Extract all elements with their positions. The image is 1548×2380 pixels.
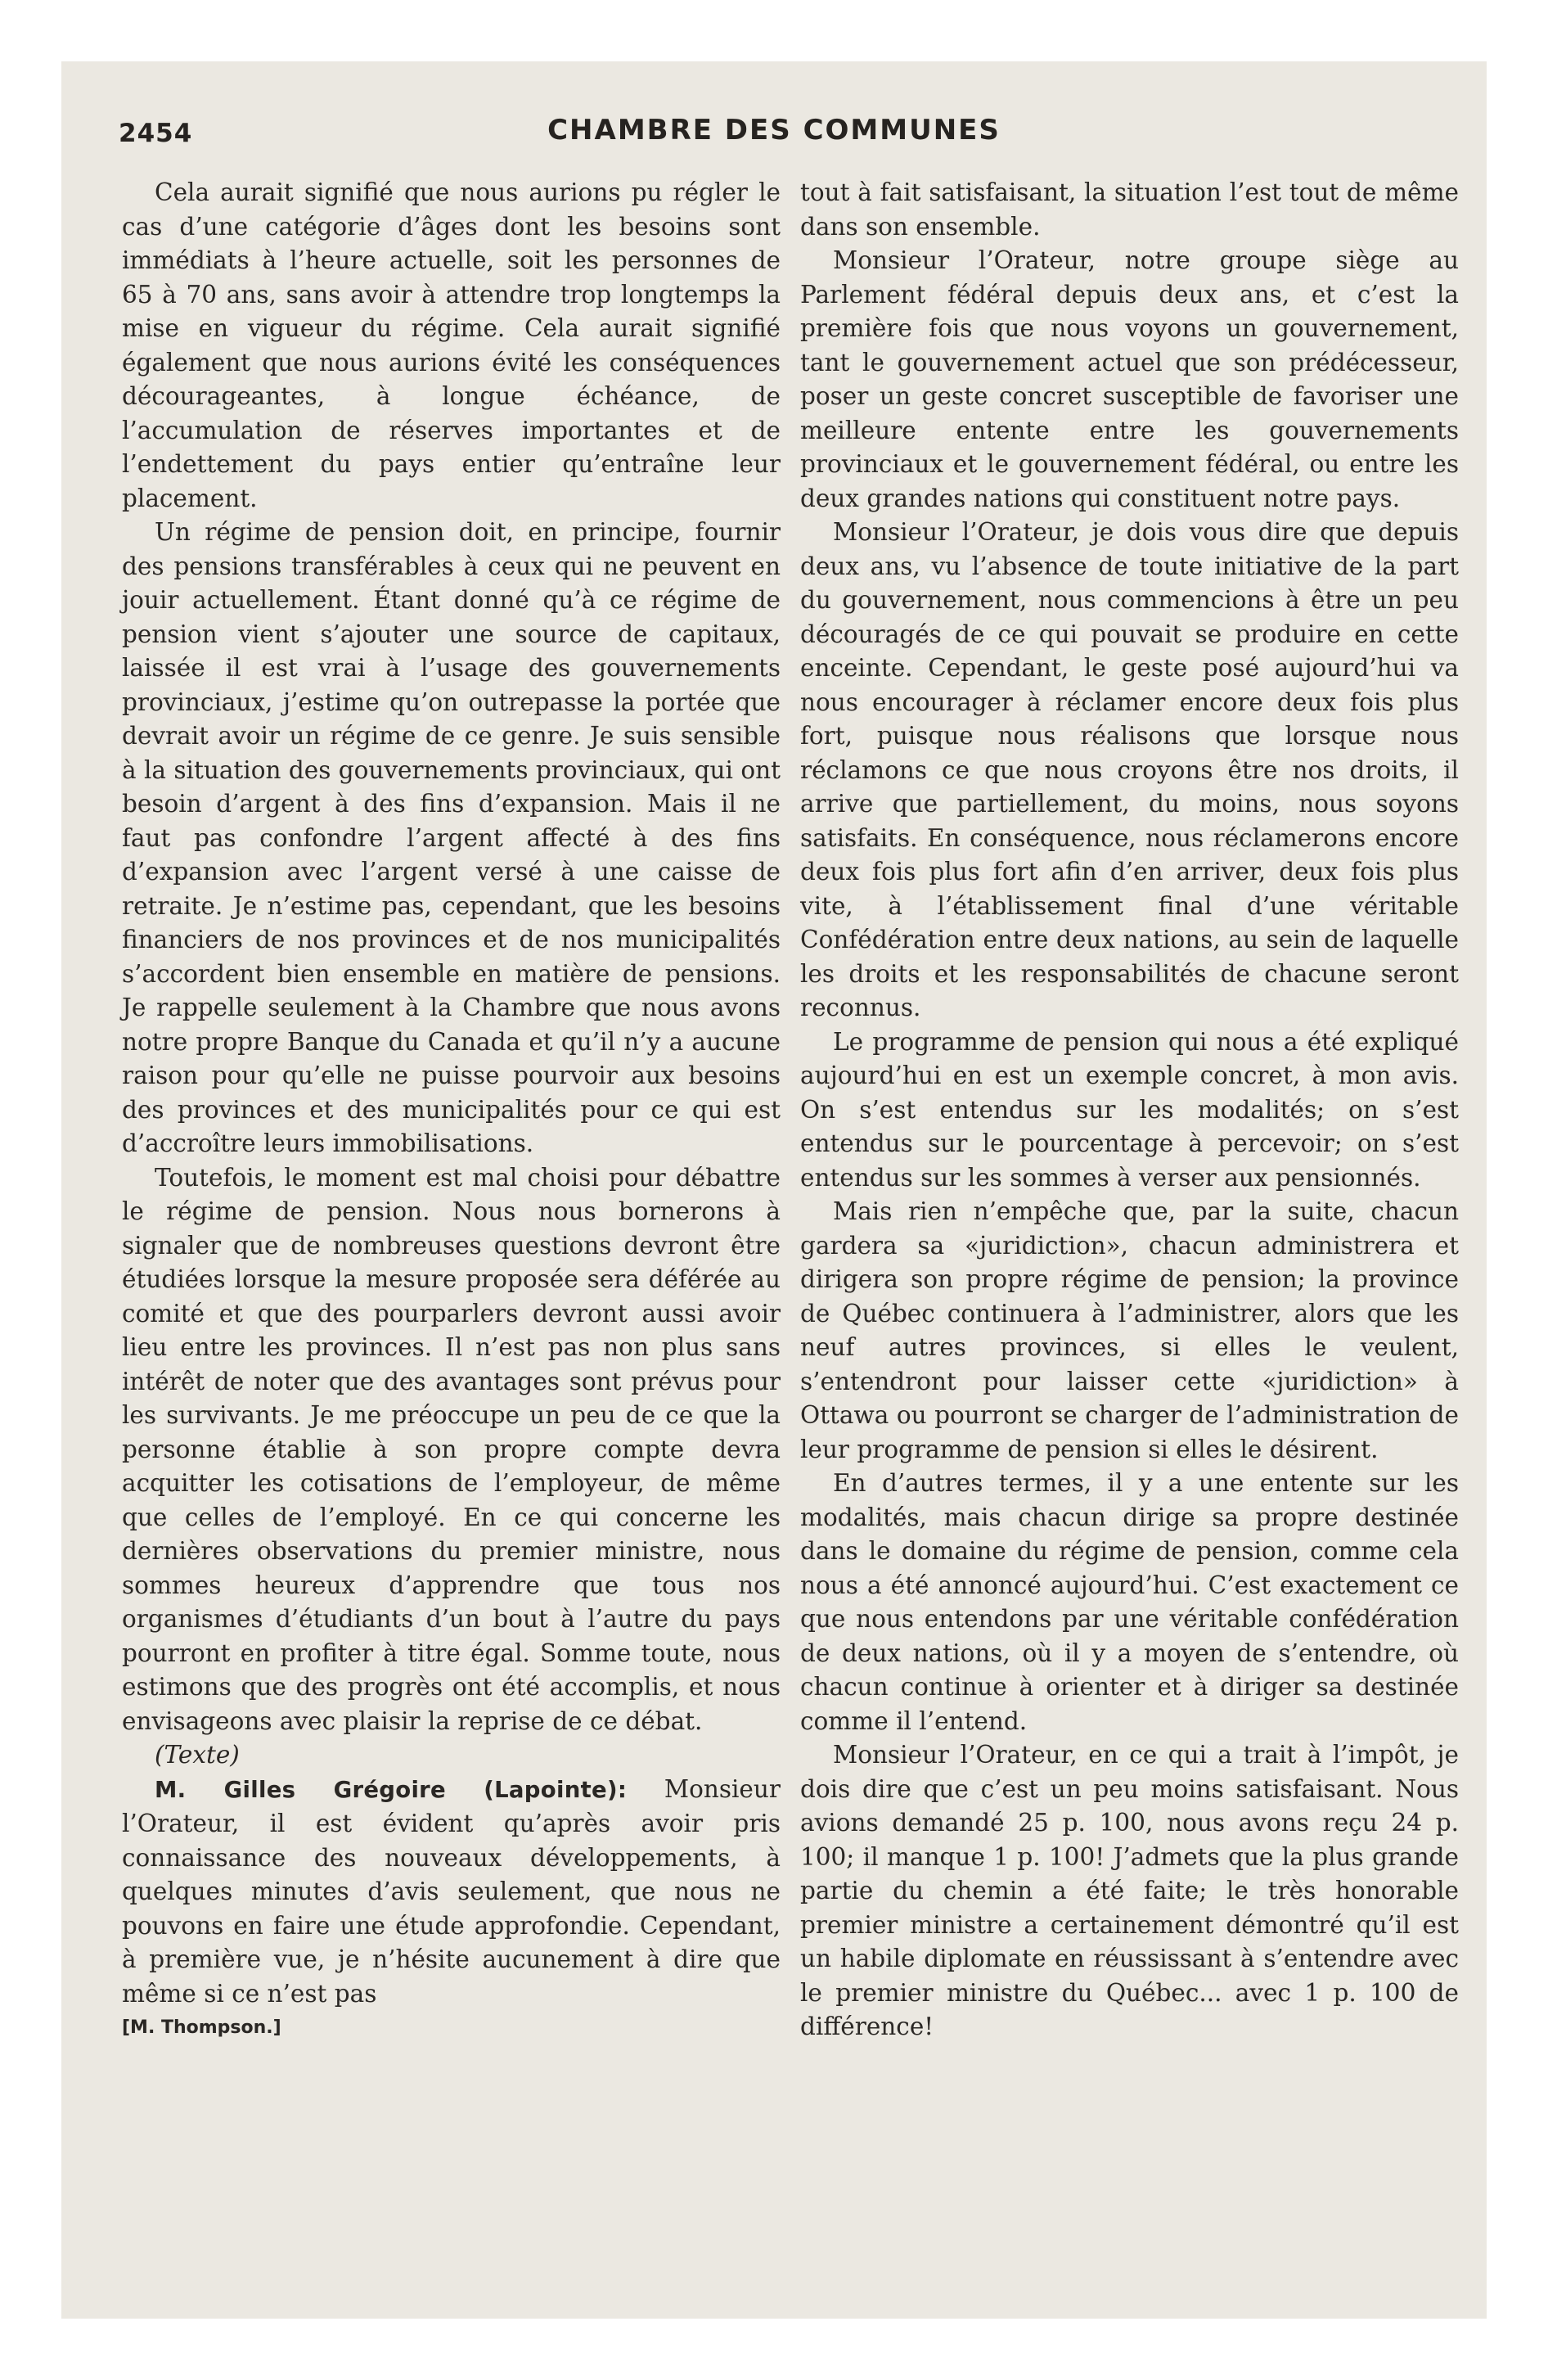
speaker-text: Monsieur l’Orateur, il est évident qu’après avoir pris connaissance des nouveaux développements, à quelques minutes d’avis seulement, que nous ne pouvons en faire une étude approfondie. Cependant, à première vue, je n’hésite aucunement à dire que même si ce n’est pas xyxy=(122,1774,781,2008)
paragraph: Monsieur l’Orateur, notre groupe siège au Parlement fédéral depuis deux ans, et c’est la première fois que nous voyons un gouvernement, tant le gouvernement actuel que son prédécesseur, poser un geste concret susceptible de favoriser une meilleure entente entre les gouvernements provinciaux et le gouvernement fédéral, ou entre les deux grandes nations qui constituent notre pays. xyxy=(800,246,1459,512)
paragraph: Un régime de pension doit, en principe, fournir des pensions transférables à ceux qui ne peuvent en jouir actuellement. Étant donné qu’à ce régime de pension vient s’ajouter une source de capitaux, laissée il est vrai à l’usage des gouvernements provinciaux, j’estime qu’on outrepasse la portée que devrait avoir un régime de ce genre. Je suis sensible à la situation des gouvernements provinciaux, qui ont besoin d’argent à des fins d’expansion. Mais il ne faut pas confondre l’argent affecté à des fins d’expansion avec l’argent versé à une caisse de retraite. Je n’estime pas, cependant, que les besoins financiers de nos provinces et de nos municipalités s’accordent bien ensemble en matière de pensions. Je rappelle seulement à la Chambre que nous avons notre propre Banque du Canada et qu’il n’y a aucune raison pour qu’elle ne puisse pourvoir aux besoins des provinces et des municipalités pour ce qui est d’accroître leurs immobilisations. xyxy=(122,518,781,1157)
speaker-name: M. Gilles Grégoire (Lapointe): xyxy=(155,1776,628,1803)
paragraph: Toutefois, le moment est mal choisi pour débattre le régime de pension. Nous nous bornerons à signaler que de nombreuses questions devront être étudiées lorsque la mesure proposée sera déférée au comité et que des pourparlers devront aussi avoir lieu entre les provinces. Il n’est pas non plus sans intérêt de noter que des avantages sont prévus pour les survivants. Je me préoccupe un peu de ce que la personne établie à son propre compte devra acquitter les cotisations de l’employeur, de même que celles de l’employé. En ce qui concerne les dernières observations du premier ministre, nous sommes heureux d’apprendre que tous nos organismes d’étudiants d’un bout à l’autre du pays pourront en profiter à titre égal. Somme toute, nous estimons que des progrès ont été accomplis, et nous envisageons avec plaisir la reprise de ce débat. xyxy=(122,1163,781,1735)
paragraph: Cela aurait signifié que nous aurions pu régler le cas d’une catégorie d’âges dont les besoins sont immédiats à l’heure actuelle, soit les personnes de 65 à 70 ans, sans avoir à attendre trop longtemps la mise en vigueur du régime. Cela aurait signifié également que nous aurions évité les conséquences décourageantes, à longue échéance, de l’accumulation de réserves importantes et de l’endettement du pays entier qu’entraîne leur placement. xyxy=(122,178,781,512)
paragraph: Mais rien n’empêche que, par la suite, chacun gardera sa «juridiction», chacun administrera et dirigera son propre régime de pension; la province de Québec continuera à l’administrer, alors que les neuf autres provinces, si elles le veulent, s’entendront pour laisser cette «juridiction» à Ottawa ou pourront se charger de l’administration de leur programme de pension si elles le désirent. xyxy=(800,1197,1459,1463)
paragraph: En d’autres termes, il y a une entente sur les modalités, mais chacun dirige sa propre destinée dans le domaine du régime de pension, comme cela nous a été annoncé aujourd’hui. C’est exactement ce que nous entendons par une véritable confédération de deux nations, où il y a moyen de s’entendre, où chacun continue à orienter et à diriger sa destinée comme il l’entend. xyxy=(800,1469,1459,1735)
paragraph: Le programme de pension qui nous a été expliqué aujourd’hui en est un exemple concret, à mon avis. On s’est entendus sur les modalités; on s’est entendus sur le pourcentage à percevoir; on s’est entendus sur les sommes à verser aux pensionnés. xyxy=(800,1027,1459,1192)
paragraph: Monsieur l’Orateur, je dois vous dire que depuis deux ans, vu l’absence de toute initiative de la part du gouvernement, nous commencions à être un peu découragés de ce qui pouvait se produire en cette enceinte. Cependant, le geste posé aujourd’hui va nous encourager à réclamer encore deux fois plus fort, puisque nous réalisons que lorsque nous réclamons ce que nous croyons être nos droits, il arrive que partiellement, du moins, nous soyons satisfaits. En conséquence, nous réclamerons encore deux fois plus fort afin d’en arriver, deux fois plus vite, à l’établissement final d’une véritable Confédération entre deux nations, au sein de laquelle les droits et les responsabilités de chacune seront reconnus. xyxy=(800,518,1459,1021)
section-label: (Texte) xyxy=(155,1741,240,1769)
paragraph: Monsieur l’Orateur, en ce qui a trait à l’impôt, je dois dire que c’est un peu moins satisfaisant. Nous avions demandé 25 p. 100, nous avons reçu 24 p. 100; il manque 1 p. 100! J’admets que la plus grande partie du chemin a été faite; le très honorable premier ministre a certainement démontré qu’il est un habile diplomate en réussissant à s’entendre avec le premier ministre du Québec... avec 1 p. 100 de différence! xyxy=(800,1741,1459,2040)
scanned-page xyxy=(61,61,1487,2319)
page-number: 2454 xyxy=(119,119,193,148)
paragraph: tout à fait satisfaisant, la situation l’est tout de même dans son ensemble. xyxy=(800,178,1459,241)
speaker-paragraph xyxy=(122,1773,781,2012)
footer-reference: [M. Thompson.] xyxy=(122,2017,281,2038)
page-title: CHAMBRE DES COMMUNES xyxy=(547,114,1001,146)
right-column xyxy=(800,176,1459,2044)
left-column xyxy=(122,176,781,2045)
